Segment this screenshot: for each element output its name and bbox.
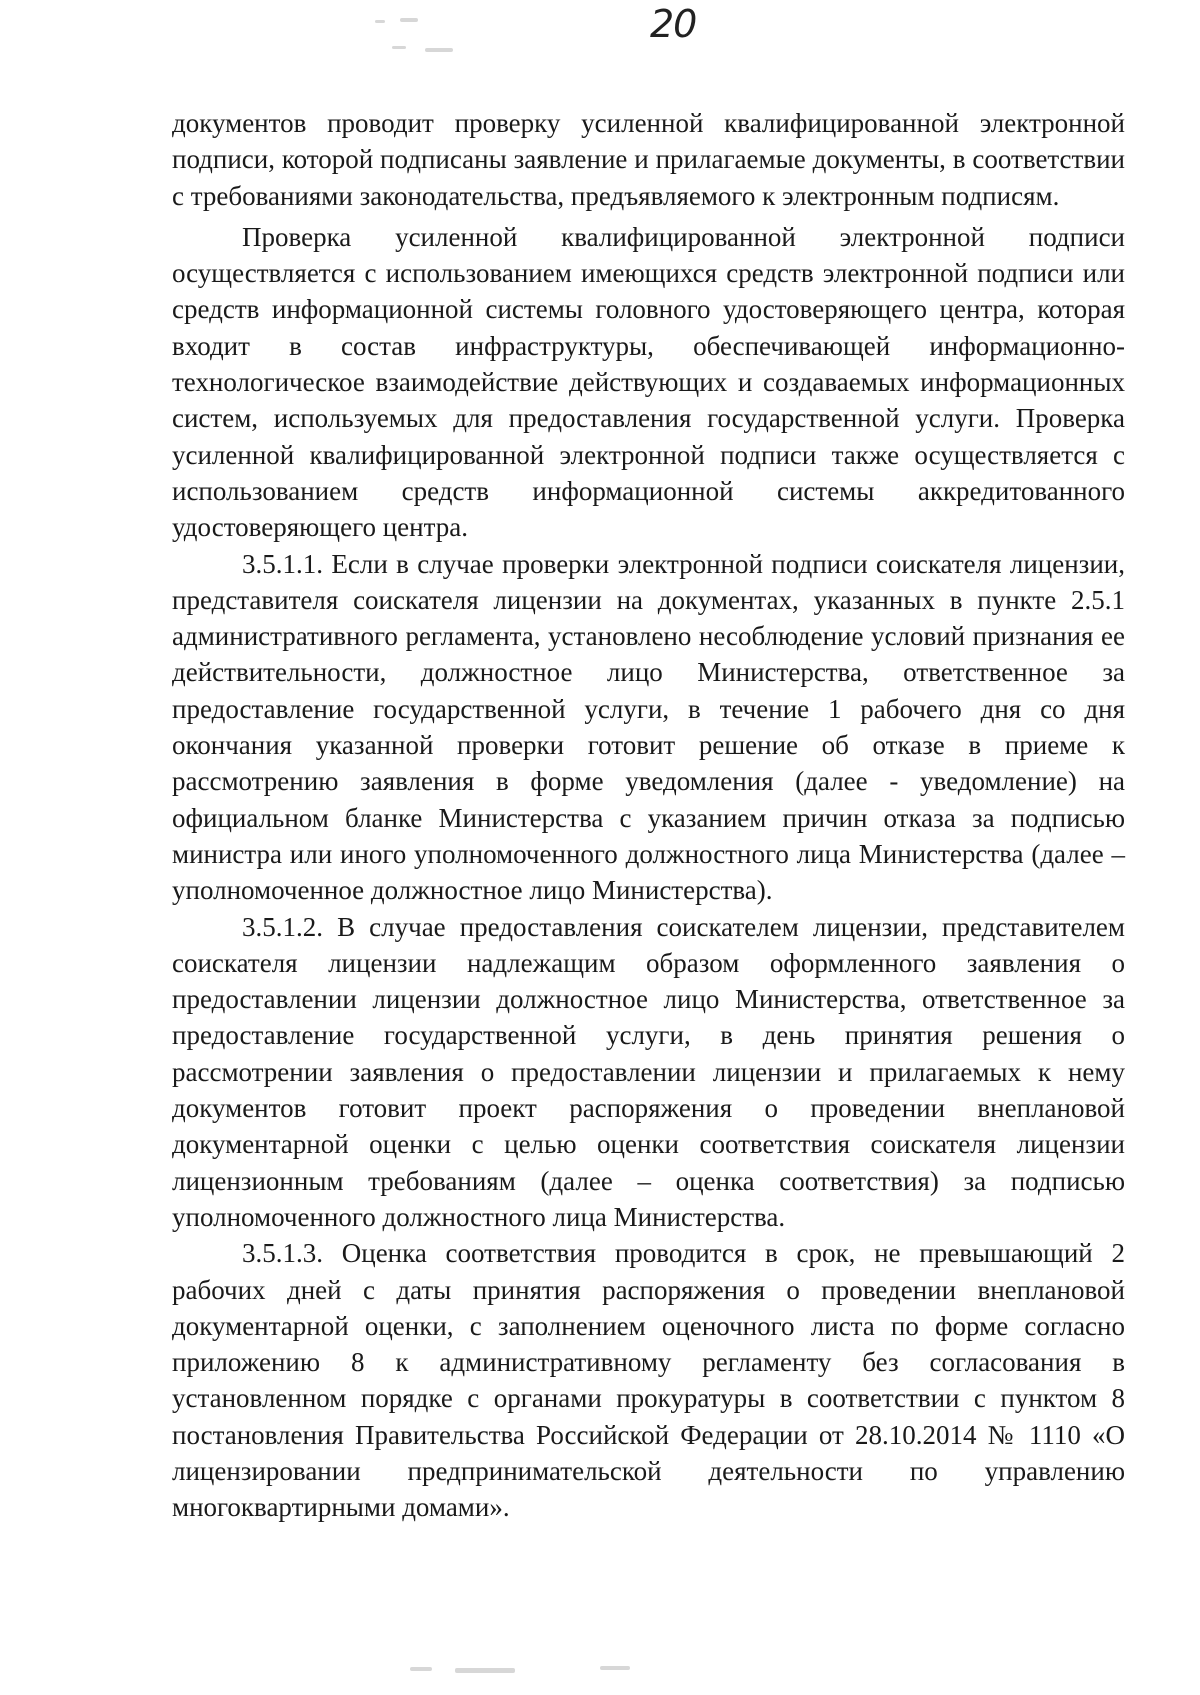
scan-artifact <box>400 18 418 22</box>
scan-artifact <box>600 1666 630 1670</box>
scan-artifact <box>392 46 406 49</box>
paragraph-4: 3.5.1.2. В случае предоставления соискателем лицензии, представителем соискателя лицензии надлежащим образом оформленного заявления о предоставлении лицензии должностное лицо Министерства, ответственное за предоставление государственной услуги, в день принятия решения о рассмотрении заявления о предоставлении лицензии и прилагаемых к нему документов готовит проект распоряжения о проведении внеплановой документарной оценки с целью оценки соответствия соискателя лицензии лицензионным требованиям (далее – оценка соответствия) за подписью уполномоченного должностного лица Министерства. <box>172 911 1125 1232</box>
paragraph-3: 3.5.1.1. Если в случае проверки электронной подписи соискателя лицензии, представителя соискателя лицензии на документах, указанных в пункте 2.5.1 административного регламента, установлено несоблюдение условий признания ее действительности, должностное лицо Министерства, ответственное за предоставление государственной услуги, в течение 1 рабочего дня со дня окончания указанной проверки готовит решение об отказе в приеме к рассмотрению заявления в форме уведомления (далее - уведомление) на официальном бланке Министерства с указанием причин отказа за подписью министра или иного уполномоченного должностного лица Министерства (далее – уполномоченное должностное лицо Министерства). <box>172 548 1125 906</box>
paragraph-1: документов проводит проверку усиленной квалифицированной электронной подписи, которой подписаны заявление и прилагаемые документы, в соответствии с требованиями законодательства, предъявляемого к электронным подписям. <box>172 108 1125 211</box>
scan-artifact <box>375 20 385 23</box>
scan-artifact <box>425 48 453 52</box>
document-body <box>172 105 1125 1526</box>
scan-artifact <box>455 1668 515 1673</box>
paragraph-2: Проверка усиленной квалифицированной электронной подписи осуществляется с использованием имеющихся средств электронной подписи или средств информационной системы головного удостоверяющего центра, которая входит в состав инфраструктуры, обеспечивающей информационно-технологическое взаимодействие действующих и создаваемых информационных систем, используемых для предоставления государственной услуги. Проверка усиленной квалифицированной электронной подписи также осуществляется с использованием средств информационной системы аккредитованного удостоверяющего центра. <box>172 221 1125 543</box>
scan-artifact <box>410 1667 432 1671</box>
page-number: 20 <box>650 2 697 46</box>
paragraph-5: 3.5.1.3. Оценка соответствия проводится в срок, не превышающий 2 рабочих дней с даты принятия распоряжения о проведении внеплановой документарной оценки, с заполнением оценочного листа по форме согласно приложению 8 к административному регламенту без согласования в установленном порядке с органами прокуратуры в соответствии с пунктом 8 постановления Правительства Российской Федерации от 28.10.2014 № 1110 «О лицензировании предпринимательской деятельности по управлению многоквартирными домами». <box>172 1238 1125 1523</box>
